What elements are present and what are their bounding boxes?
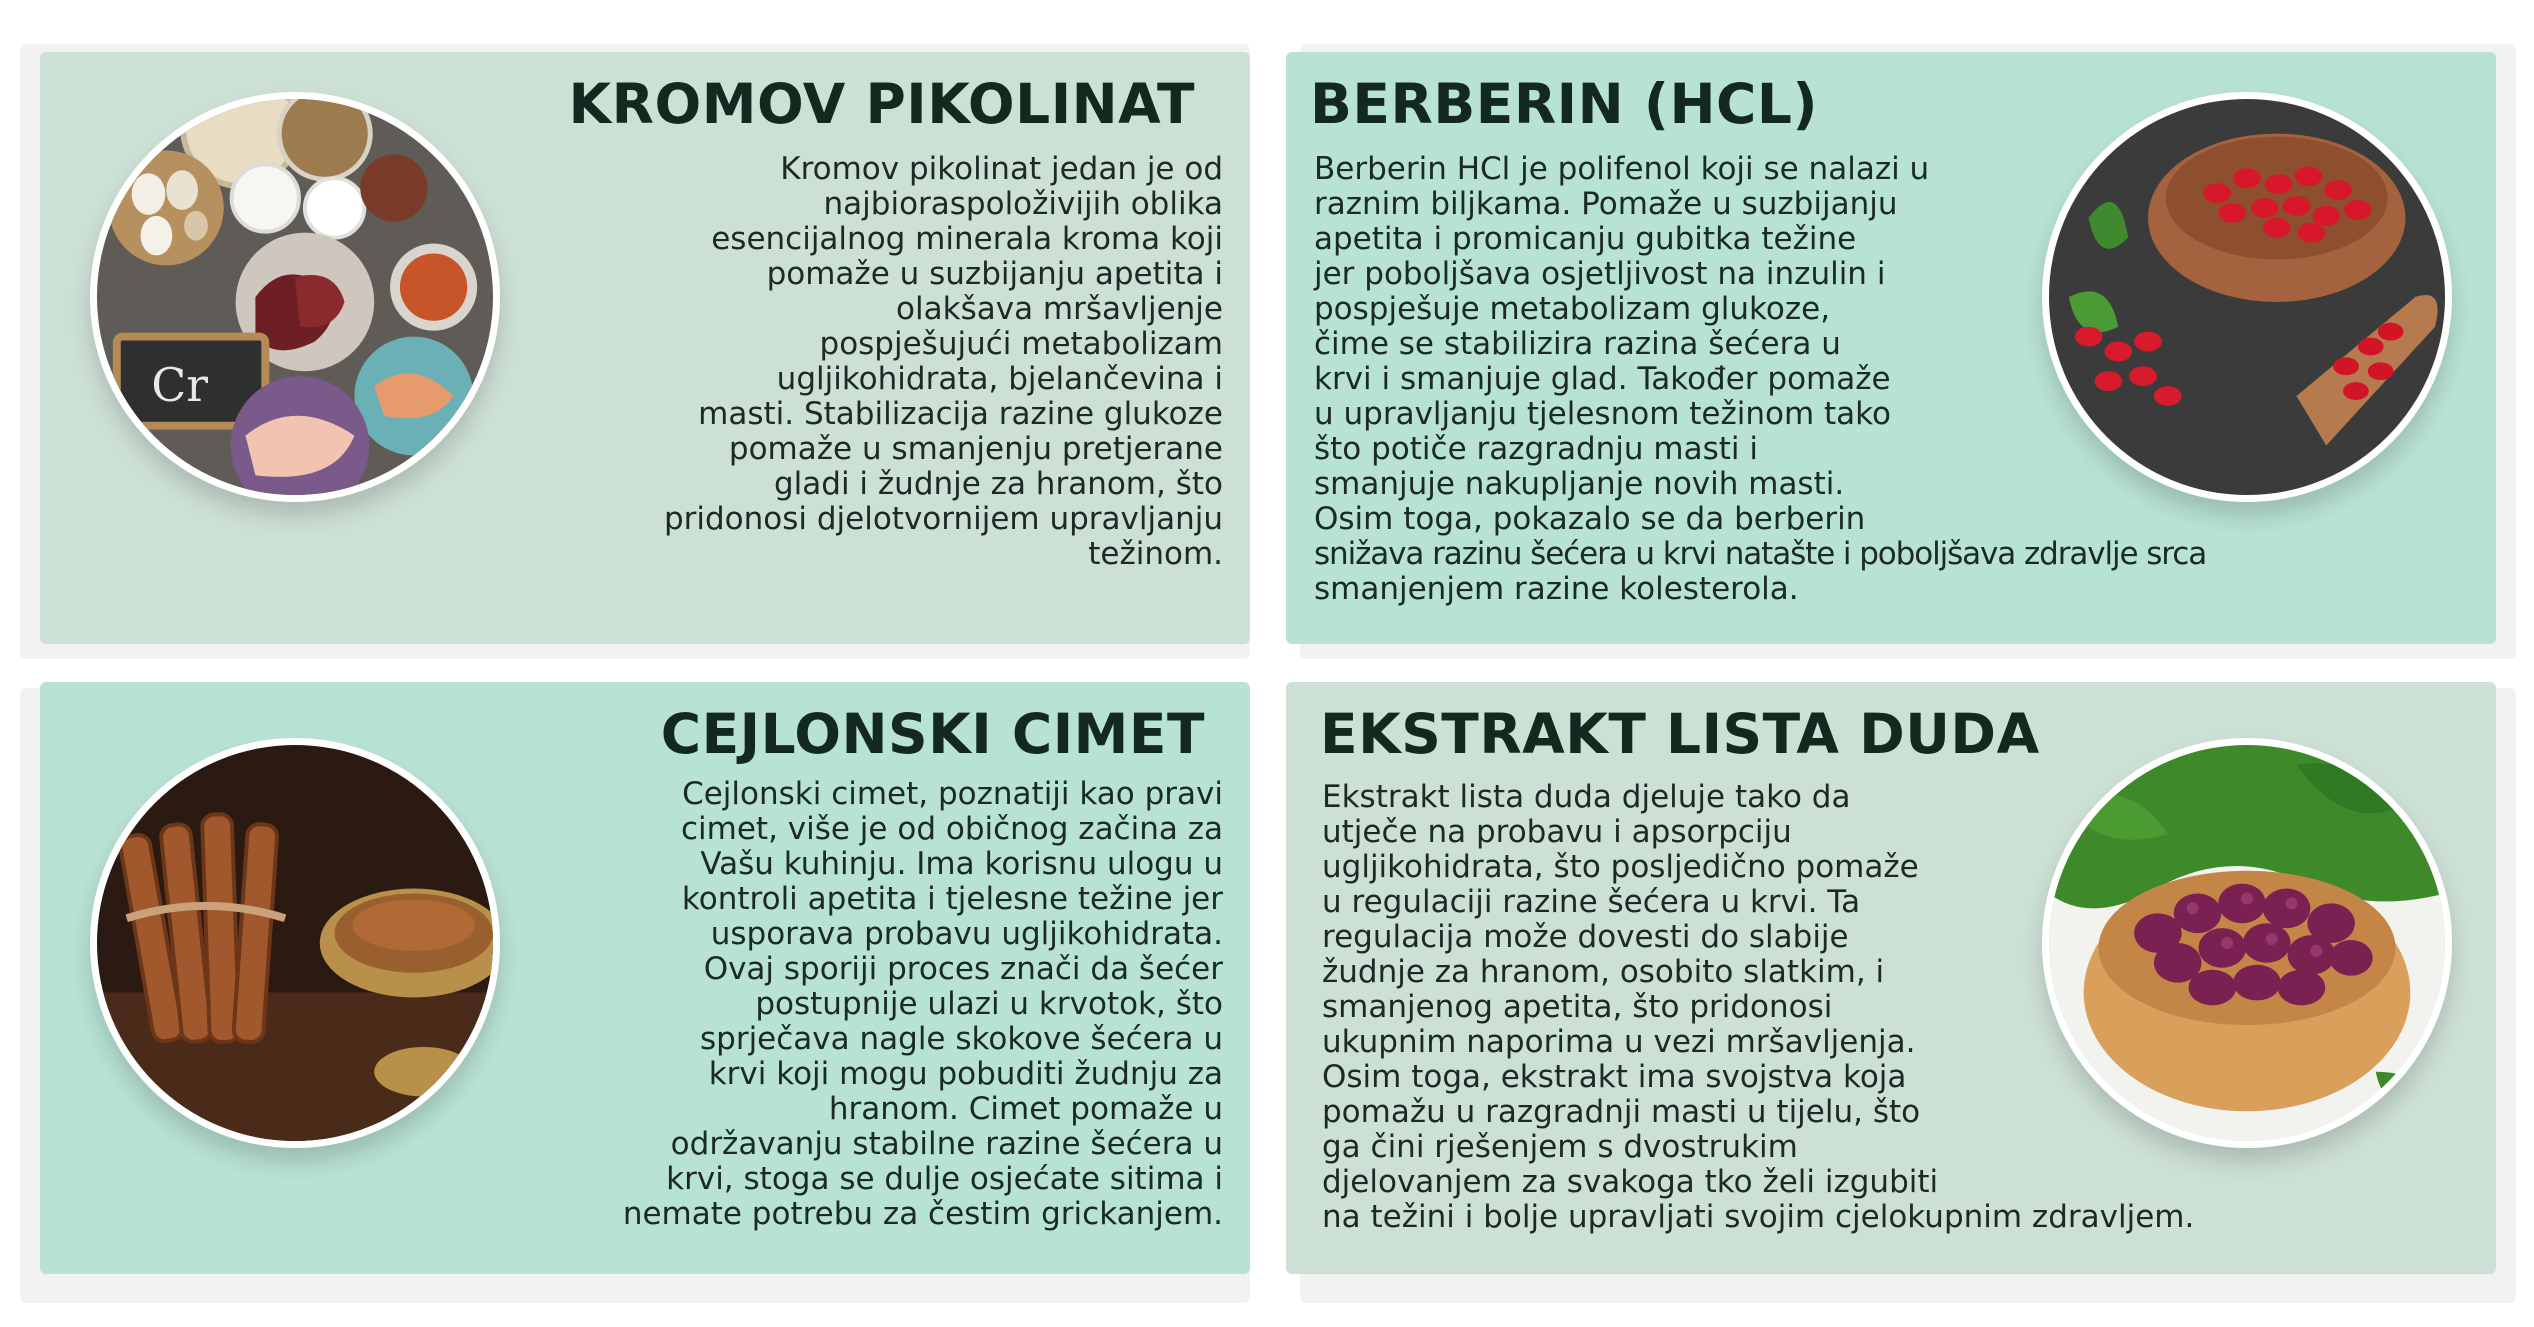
body-line: hranom. Cimet pomaže u: [828, 1091, 1223, 1127]
body-line: pospješuje metabolizam glukoze,: [1314, 291, 1831, 327]
body-line: Osim toga, ekstrakt ima svojstva koja: [1322, 1059, 1907, 1095]
body-line: smanjenog apetita, što pridonosi: [1322, 989, 1833, 1025]
card-cejlonski-cimet: [40, 682, 1250, 1274]
mulberries-illustration: [2049, 745, 2445, 1141]
body-line: jer poboljšava osjetljivost na inzulin i: [1314, 256, 1886, 292]
body-line: gladi i žudnje za hranom, što: [774, 466, 1223, 502]
body-line: Kromov pikolinat jedan je od: [780, 151, 1223, 187]
body-line: krvi, stoga se dulje osjećate sitima i: [666, 1161, 1223, 1197]
body-line: masti. Stabilizacija razine glukoze: [698, 396, 1223, 432]
food-platter-chromium-photo: [90, 92, 500, 502]
body-line: olakšava mršavljenje: [896, 291, 1223, 327]
body-line: Osim toga, pokazalo se da berberin: [1314, 501, 1866, 537]
body-line: smanjenjem razine kolesterola.: [1314, 571, 1799, 607]
body-line: djelovanjem za svakoga tko želi izgubiti: [1322, 1164, 1939, 1200]
body-line: na težini i bolje upravljati svojim cjelokupnim zdravljem.: [1322, 1199, 2195, 1235]
body-line: usporava probavu ugljikohidrata.: [710, 916, 1223, 952]
body-line: ukupnim naporima u vezi mršavljenja.: [1322, 1024, 1916, 1060]
card-ekstrakt-lista-duda: [1286, 682, 2496, 1274]
body-line: nemate potrebu za čestim grickanjem.: [622, 1196, 1223, 1232]
cinnamon-illustration: [97, 745, 493, 1141]
body-line: kontroli apetita i tjelesne težine jer: [681, 881, 1223, 917]
body-line: postupnije ulazi u krvotok, što: [755, 986, 1223, 1022]
barberries-illustration: [2049, 99, 2445, 495]
body-line: žudnje za hranom, osobito slatkim, i: [1322, 954, 1885, 990]
body-line: Ovaj sporiji proces znači da šećer: [703, 951, 1223, 987]
body-line: što potiče razgradnju masti i: [1314, 431, 1758, 467]
body-line: snižava razinu šećera u krvi natašte i poboljšava zdravlje srca: [1314, 536, 2207, 572]
body-line: sprječava nagle skokove šećera u: [700, 1021, 1223, 1057]
card-kromov-pikolinat: [40, 52, 1250, 644]
body-line: smanjuje nakupljanje novih masti.: [1314, 466, 1845, 502]
body-line: krvi koji mogu pobuditi žudnju za: [708, 1056, 1223, 1092]
body-line: pomažu u razgradnji masti u tijelu, što: [1322, 1094, 1921, 1130]
card-body: [443, 152, 1223, 572]
body-line: u regulaciji razine šećera u krvi. Ta: [1322, 884, 1861, 920]
body-line: u upravljanju tjelesnom težinom tako: [1314, 396, 1891, 432]
body-line: ugljikohidrata, bjelančevina i: [776, 361, 1223, 397]
body-line: esencijalnog minerala kroma koji: [711, 221, 1223, 257]
body-line: Vašu kuhinju. Ima korisnu ulogu u: [700, 846, 1223, 882]
body-line: pridonosi djelotvornijem upravljanju: [663, 501, 1223, 537]
body-line: težinom.: [1088, 536, 1223, 572]
chalk-cr-label: Cr: [151, 358, 209, 412]
card-title: KROMOV PIKOLINAT: [568, 72, 1195, 136]
body-line: Ekstrakt lista duda djeluje tako da: [1322, 779, 1851, 815]
body-line: cimet, više je od običnog začina za: [680, 811, 1223, 847]
card-berberin: [1286, 52, 2496, 644]
food-platter-illustration: [97, 99, 493, 495]
body-line: raznim biljkama. Pomaže u suzbijanju: [1314, 186, 1898, 222]
body-line: održavanju stabilne razine šećera u: [670, 1126, 1223, 1162]
body-line: apetita i promicanju gubitka težine: [1314, 221, 1857, 257]
body-line: pomaže u suzbijanju apetita i: [766, 256, 1223, 292]
card-title: EKSTRAKT LISTA DUDA: [1320, 702, 2040, 766]
barberries-bowl-photo: [2042, 92, 2452, 502]
body-line: čime se stabilizira razina šećera u: [1314, 326, 1841, 362]
mulberries-bowl-photo: [2042, 738, 2452, 1148]
body-line: Cejlonski cimet, poznatiji kao pravi: [682, 776, 1223, 812]
body-line: Berberin HCl je polifenol koji se nalazi u: [1314, 151, 1930, 187]
body-line: krvi i smanjuje glad. Također pomaže: [1314, 361, 1891, 397]
body-line: ga čini rješenjem s dvostrukim: [1322, 1129, 1798, 1165]
card-body: [443, 777, 1223, 1232]
body-line: pomaže u smanjenju pretjerane: [728, 431, 1223, 467]
card-title: BERBERIN (HCL): [1310, 72, 1819, 136]
body-line: utječe na probavu i apsorpciju: [1322, 814, 1792, 850]
card-title: CEJLONSKI CIMET: [660, 702, 1205, 766]
body-line: najbioraspoloživijih oblika: [823, 186, 1223, 222]
body-line: ugljikohidrata, što posljedično pomaže: [1322, 849, 1919, 885]
body-line: pospješujući metabolizam: [819, 326, 1223, 362]
cinnamon-sticks-photo: [90, 738, 500, 1148]
body-line: regulacija može dovesti do slabije: [1322, 919, 1849, 955]
